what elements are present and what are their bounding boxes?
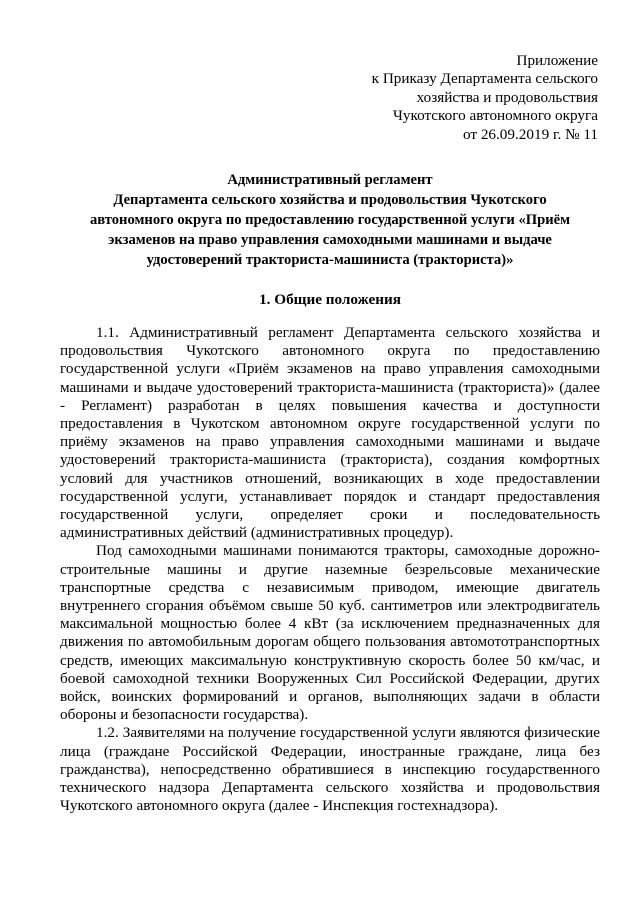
section-heading: 1. Общие положения xyxy=(259,291,401,308)
appendix-reference xyxy=(372,52,598,144)
paragraph: 1.2. Заявителями на получение государственной услуги являются физические лица (граждане Российской Федерации, иностранные граждане, лица без гражданства), непосредственно обратившиеся в инспекцию государственного технического надзора Департамента сельского хозяйства и продовольствия Чукотского автономного округа (далее - Инспекция гостехнадзора). xyxy=(60,724,600,815)
appendix-line: от 26.09.2019 г. № 11 xyxy=(463,125,598,143)
appendix-line: к Приказу Департамента сельского xyxy=(371,70,598,88)
title-line: экзаменов на право управления самоходными машинами и выдаче xyxy=(108,232,552,248)
title-line: удостоверений тракториста-машиниста (тракториста)» xyxy=(146,252,514,268)
appendix-line: Чукотского автономного округа xyxy=(393,107,598,125)
appendix-line: хозяйства и продовольствия xyxy=(416,88,598,106)
title-line: Административный регламент xyxy=(227,172,433,188)
paragraph: Под самоходными машинами понимаются тракторы, самоходные дорожно-строительные машины и другие наземные безрельсовые механические транспортные средства с независимым приводом, имеющие двигатель внутреннего сгорания объёмом свыше 50 куб. сантиметров или электродвигатель максимальной мощностью более 4 кВт (за исключением предназначенных для движения по автомобильным дорогам общего пользования автомототранспортных средств, имеющих максимальную конструктивную скорость более 50 км/час, и боевой самоходной техники Вооруженных Сил Российской Федерации, других войск, воинских формирований и органов, выполняющих задачи в области обороны и безопасности государства). xyxy=(60,542,600,724)
document-body xyxy=(60,324,600,815)
paragraph: 1.1. Административный регламент Департамента сельского хозяйства и продовольствия Чукотского автономного округа по предоставлению государственной услуги «Приём экзаменов на право управления самоходными машинами и выдаче удостоверений тракториста-машиниста (тракториста)» (далее - Регламент) разработан в целях повышения качества и доступности предоставления в Чукотском автономном округе государственной услуги по приёму экзаменов на право управления самоходными машинами и выдаче удостоверений тракториста-машиниста (тракториста), создания комфортных условий для участников отношений, возникающих в ходе предоставлении государственной услуги, устанавливает порядок и стандарт предоставления государственной услуги, определяет сроки и последовательность административных действий (административных процедур). xyxy=(60,324,600,542)
appendix-line: Приложение xyxy=(516,52,598,69)
title-line: автономного округа по предоставлению государственной услуги «Приём xyxy=(89,212,571,228)
document-title xyxy=(60,170,600,270)
title-line: Департамента сельского хозяйства и продовольствия Чукотского xyxy=(113,192,547,208)
